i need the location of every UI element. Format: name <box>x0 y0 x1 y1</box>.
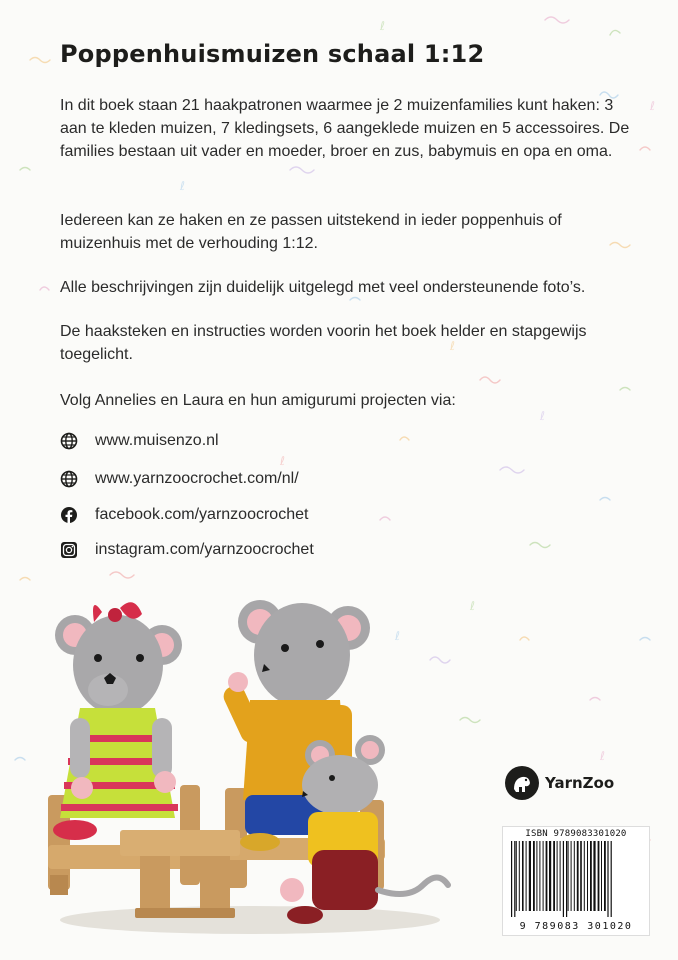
globe-icon <box>60 470 78 488</box>
globe-icon <box>60 432 78 450</box>
svg-text:ℓ: ℓ <box>650 99 655 113</box>
description-paragraph: Alle beschrijvingen zijn duidelijk uitgelegd met veel ondersteunende foto’s. <box>60 279 586 296</box>
link-text[interactable]: www.muisenzo.nl <box>95 432 219 449</box>
isbn-barcode <box>502 826 650 936</box>
svg-text:ℓ: ℓ <box>470 599 475 613</box>
follow-intro-text: Volg Annelies en Laura en hun amigurumi projecten via: <box>60 392 456 409</box>
book-title: Poppenhuismuizen schaal 1:12 <box>60 40 485 68</box>
svg-text:ℓ: ℓ <box>395 629 400 643</box>
instagram-icon <box>60 541 78 559</box>
svg-text:ℓ: ℓ <box>280 454 285 468</box>
svg-text:ℓ: ℓ <box>180 179 185 193</box>
link-text[interactable]: www.yarnzoocrochet.com/nl/ <box>95 470 299 487</box>
isbn-label: ISBN 9789083301020 <box>525 829 627 839</box>
description-paragraph: In dit boek staan 21 haakpatronen waarmee je 2 muizenfamilies kunt haken: 3 aan te kleden muizen, 7 kledingsets, 6 aangeklede muizen en 5 accessoires. De families bestaan uit vader en moeder, broer en zus, babymuis en opa en oma. <box>60 97 630 160</box>
svg-text:ℓ: ℓ <box>600 749 605 763</box>
link-text[interactable]: instagram.com/yarnzoocrochet <box>95 541 314 558</box>
facebook-icon <box>60 506 78 524</box>
publisher-name: YarnZoo <box>545 774 615 792</box>
publisher-logo <box>504 765 614 801</box>
svg-text:ℓ: ℓ <box>380 19 385 33</box>
crochet-mice-photo <box>40 590 460 940</box>
link-instagram[interactable] <box>60 538 314 562</box>
description-paragraph: De haaksteken en instructies worden voorin het boek helder en stapgewijs toegelicht. <box>60 323 587 363</box>
link-yarnzoo-website[interactable] <box>60 467 299 491</box>
description-paragraph: Iedereen kan ze haken en ze passen uitstekend in ieder poppenhuis of muizenhuis met de verhouding 1:12. <box>60 212 562 252</box>
svg-text:ℓ: ℓ <box>450 339 455 353</box>
barcode-bars <box>509 841 643 917</box>
link-text[interactable]: facebook.com/yarnzoocrochet <box>95 506 309 523</box>
isbn-digits: 9 789083 301020 <box>519 921 633 932</box>
link-facebook[interactable] <box>60 503 308 527</box>
link-muisenzo[interactable] <box>60 429 219 453</box>
yarnzoo-logo-icon <box>504 765 540 801</box>
svg-text:ℓ: ℓ <box>540 409 545 423</box>
